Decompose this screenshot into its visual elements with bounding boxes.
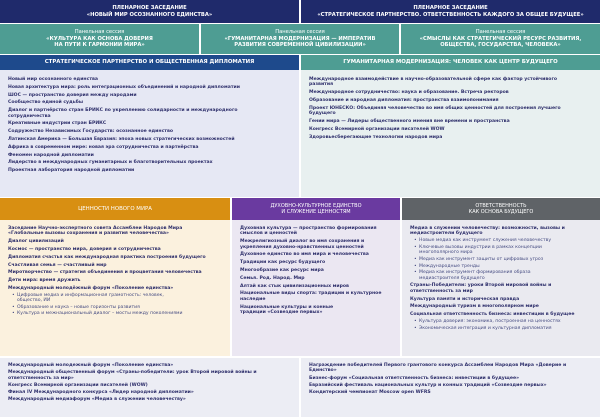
- topic-item: Африка в современном мире: новая эра сотрудничества и партнёрства: [8, 144, 199, 150]
- topic-item: Страны-Победители: уроки Второй мировой войны и ответственность за мир: [410, 283, 552, 294]
- topic-item: Международный молодёжный форум «Поколение единства»: [8, 285, 174, 291]
- section-title: ГУМАНИТАРНАЯ МОДЕРНИЗАЦИЯ: ЧЕЛОВЕК КАК ЦЕНТР БУДУЩЕГО: [343, 59, 558, 65]
- sub-topic-list: [414, 238, 592, 281]
- topic-item: Гении мира — Лидеры общественного мнения вне времени и пространства: [309, 119, 510, 124]
- section-title-line: ДУХОВНО-КУЛЬТУРНОЕ ЕДИНСТВО: [270, 202, 362, 209]
- topic-item: Духовная культура — пространство формирования смыслов и ценностей: [240, 226, 377, 237]
- values-section-header: [0, 198, 230, 220]
- panel-kind: Панельная сессия: [475, 29, 526, 36]
- topic-item: Международное взаимодействие в научно-образовательной сфере как фактор устойчивого развития: [309, 77, 558, 88]
- topic-item: Креативные индустрии стран БРИКС: [8, 121, 107, 127]
- topic-item: Медиа в служении человечеству: возможности, вызовы и медиастроители будущего: [410, 226, 565, 237]
- events-left-list: [0, 358, 299, 417]
- sub-topic-item: • Международные тренды: [414, 264, 592, 269]
- sub-topic-item: • Культура и межнациональный диалог – мосты между поколениями: [12, 311, 222, 316]
- section-title: ЦЕННОСТИ НОВОГО МИРА: [78, 205, 152, 212]
- sub-topic-item: • Цифровые медиа и информационная грамотность: человек, общество, ИИ: [12, 293, 187, 304]
- event-item: Международный медиафорум «Медиа в служении человечеству»: [8, 397, 186, 403]
- topic-item: Космос — пространство мира, доверия и сотрудничества: [8, 247, 161, 252]
- topic-item: Проектная лаборатория народной дипломатии: [8, 168, 135, 174]
- sub-topic-item: • Ключевые вызовы индустрии в рамках концепции многополярного мира: [414, 245, 569, 256]
- plenary-title: «СТРАТЕГИЧЕСКОЕ ПАРТНЕРСТВО. ОТВЕТСТВЕННОСТЬ КАЖДОГО ЗА ОБЩЕЕ БУДУЩЕЕ»: [317, 11, 584, 18]
- topic-item: Проект ЮНЕСКО: Объединяя человечество во имя общих ценностей для построения лучшего будущего: [309, 105, 561, 117]
- topic-item: Дипломатия счастья как международная практика построения будущего: [8, 254, 206, 260]
- topic-item: Заседание Научно-экспертного совета Ассамблеи Народов Мира «Глобальные вызовы сохранения и развития человечества»: [8, 226, 183, 237]
- topic-item: Сообщество единой судьбы: [8, 100, 84, 106]
- humanitarian-section-header: [301, 55, 600, 70]
- event-item: Евразийский фестиваль национальных культур и конных традиций «Созвездие первых»: [309, 382, 547, 388]
- topic-item: Социальная ответственность бизнеса: инвестиции в будущее: [410, 312, 575, 318]
- plenary-label: ПЛЕНАРНОЕ ЗАСЕДАНИЕ: [413, 4, 488, 11]
- topic-item: Диалог цивилизаций: [8, 239, 64, 245]
- topic-item: Семья. Род. Народ. Мир: [240, 275, 305, 281]
- topic-item: Здоровьесберегающие технологии народов мира: [309, 134, 443, 140]
- event-item: Награждение победителей Первого грантового конкурса Ассамблеи Народов Мира «Доверие и Единство»: [309, 363, 567, 374]
- event-item: Международный молодежный форум «Поколение единства»: [8, 363, 174, 368]
- section-title-line: И СЛУЖЕНИЕ ЦЕННОСТЯМ: [281, 209, 351, 215]
- panel-kind: Панельная сессия: [275, 29, 325, 36]
- event-item: Бизнес-форум «Социальная ответственность бизнеса: инвестиции в будущее»: [309, 375, 520, 381]
- topic-item: Диалог и партнёрство стран БРИКС по укреплению солидарности и международного сотрудничества: [8, 108, 238, 119]
- plenary-title: «НОВЫЙ МИР ОСОЗНАННОГО ЕДИНСТВА»: [86, 11, 213, 18]
- plenary-session-1: [0, 0, 299, 23]
- panel-title-line: ОБЩЕСТВА, ГОСУДАРСТВА, ЧЕЛОВЕКА»: [440, 42, 561, 49]
- event-item: Финал IV Международного конкурса «Лидер народной дипломатии»: [8, 390, 194, 396]
- panel-title-line: РАЗВИТИЯ СОВРЕМЕННОЙ ЦИВИЛИЗАЦИИ»: [234, 42, 366, 49]
- panel-title-line: «СМЫСЛЫ КАК СТРАТЕГИЧЕСКИЙ РЕСУРС РАЗВИТИЯ,: [419, 35, 582, 42]
- strategic-topic-list: [0, 70, 299, 197]
- sub-topic-item: • Культура доверия: экономика, построенная на ценностях: [414, 319, 592, 324]
- topic-item: Новая архитектура мира: роль интеграционных объединений и народной дипломатии: [8, 84, 240, 90]
- topic-item: Содружество Независимых Государств: осознанное единство: [8, 129, 174, 135]
- topic-item: Многообразие как ресурс мира: [240, 268, 324, 273]
- topic-item: Миротворчество — стратегия объединения и процветания человечества: [8, 270, 202, 276]
- topic-item: Межрелигиозный диалог во имя сохранения и укрепления духовно-нравственных ценностей: [240, 239, 365, 250]
- section-title-line: ОТВЕТСТВЕННОСТЬ: [475, 202, 527, 209]
- topic-item: Международное сотрудничество: наука и образование. Встреча ректоров: [309, 90, 509, 96]
- topic-item: Феномен народной дипломатии: [8, 152, 94, 158]
- topic-item: Конгресс Всемирной организации писателей WOW: [309, 126, 445, 132]
- topic-item: Национальные культуры и конные традиции «Созвездие первых»: [240, 304, 334, 315]
- topic-item: Алтай как стык цивилизационных миров: [240, 283, 349, 289]
- topic-item: Латинская Америка — Большая Евразия: эпоха новых стратегических возможностей: [8, 136, 235, 142]
- sub-topic-item: • Медиа как инструмент защиты от цифровых угроз: [414, 257, 592, 262]
- strategic-section-header: [0, 55, 299, 70]
- events-right-list: [301, 358, 600, 417]
- event-item: Кондитерский чемпионат Moscow open WFRS: [309, 390, 431, 396]
- section-title-line: КАК ОСНОВА БУДУЩЕГО: [468, 209, 534, 215]
- event-item: Конгресс Всемирной организации писателей (WOW): [8, 382, 148, 388]
- section-title: СТРАТЕГИЧЕСКОЕ ПАРТНЕРСТВО И ОБЩЕСТВЕННАЯ ДИПЛОМАТИЯ: [44, 59, 255, 65]
- topic-item: Традиции как ресурс будущего: [240, 260, 326, 266]
- panel-title-line: НА ПУТИ К ГАРМОНИИ МИРА»: [54, 42, 145, 49]
- topic-item: Счастливая семья — счастливый мир: [8, 262, 107, 268]
- topic-item: Новый мир осознанного единства: [8, 77, 98, 82]
- sub-topic-item: • Медиа как инструмент формирования образа медиастроителя будущего: [414, 270, 564, 281]
- panel-title-line: «КУЛЬТУРА КАК ОСНОВА ДОВЕРИЯ: [46, 35, 153, 42]
- topic-item: Дети мира: время дружить: [8, 278, 81, 284]
- plenary-session-2: [301, 0, 600, 23]
- sub-topic-item: • Экономическая интеграция и культурная дипломатия: [414, 326, 592, 331]
- sub-topic-list: [414, 319, 592, 331]
- plenary-label: ПЛЕНАРНОЕ ЗАСЕДАНИЕ: [112, 4, 187, 11]
- humanitarian-topic-list: [301, 70, 600, 197]
- sub-topic-list: [12, 293, 222, 317]
- sub-topic-item: • Образование и наука – новые горизонты развития: [12, 305, 222, 310]
- spiritual-section-header: [232, 198, 400, 220]
- panel-session-2: [201, 24, 399, 54]
- topic-item: Культура памяти и историческая правда: [410, 296, 520, 302]
- values-topic-list: [0, 220, 230, 356]
- sub-topic-item: • Новые медиа как инструмент служения человечеству: [414, 238, 592, 243]
- topic-item: Образование и народная дипломатия: пространства взаимопонимания: [309, 98, 499, 103]
- topic-item: ШОС — пространство доверия между народами: [8, 92, 137, 98]
- topic-item: Лидерство в международных гуманитарных и благотворительных проектах: [8, 160, 213, 166]
- topic-item: Международный туризм в многополярном мире: [410, 304, 539, 310]
- panel-session-1: [0, 24, 199, 54]
- topic-item: Духовное единство во имя мира и человечества: [240, 252, 369, 258]
- spiritual-topic-list: [232, 220, 400, 356]
- panel-title-line: «ГУМАНИТАРНАЯ МОДЕРНИЗАЦИЯ — ИМПЕРАТИВ: [224, 35, 376, 42]
- panel-session-3: [401, 24, 600, 54]
- event-item: Международный общественный форум «Страны-победители: урок Второй мировой войны и ответственность за мир»: [8, 370, 257, 381]
- responsibility-section-header: [402, 198, 600, 220]
- responsibility-topic-list: [402, 220, 600, 356]
- panel-kind: Панельная сессия: [74, 29, 125, 36]
- topic-item: Национальные виды спорта: традиции и культурное наследие: [240, 291, 382, 302]
